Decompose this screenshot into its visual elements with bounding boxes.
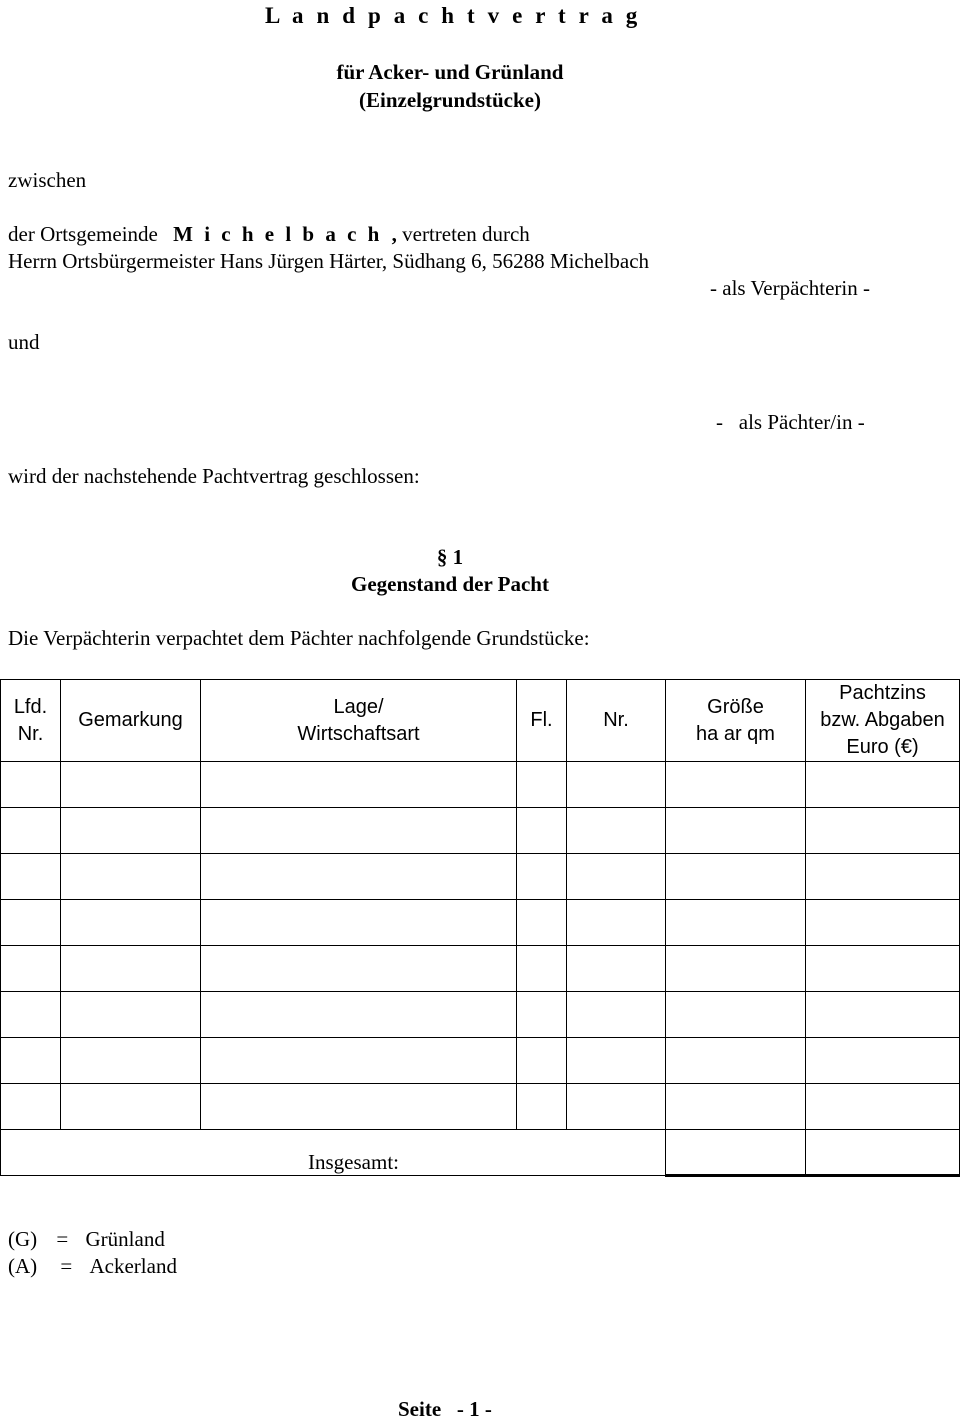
table-row bbox=[1, 808, 960, 854]
lessor-role: - als Verpächterin - bbox=[710, 276, 870, 300]
section-number: § 1 bbox=[436, 545, 464, 569]
parcel-table bbox=[0, 679, 960, 1177]
legend-g-label: Grünland bbox=[85, 1227, 165, 1251]
total-label: Insgesamt: bbox=[1, 1130, 666, 1176]
section-text: Die Verpächterin verpachtet dem Pächter nachfolgende Grundstücke: bbox=[8, 626, 590, 650]
header-flur: Fl. bbox=[517, 680, 567, 762]
table-header-row bbox=[1, 680, 960, 762]
between-label: zwischen bbox=[8, 168, 87, 192]
legend-arable bbox=[8, 1256, 177, 1277]
section-title: Gegenstand der Pacht bbox=[351, 572, 549, 596]
lessor-municipality: M i c h e l b a c h bbox=[173, 222, 383, 246]
and-label: und bbox=[8, 330, 40, 354]
header-gemarkung: Gemarkung bbox=[61, 680, 201, 762]
table-total-row bbox=[1, 1130, 960, 1176]
document-subtitle: für Acker- und Grünland bbox=[336, 60, 564, 84]
lessor-prefix: der Ortsgemeinde bbox=[8, 222, 158, 246]
lessor-line bbox=[8, 224, 530, 245]
lessor-suffix-text: vertreten durch bbox=[396, 222, 530, 246]
table-row bbox=[1, 946, 960, 992]
legend-grassland bbox=[8, 1229, 165, 1250]
header-lage: Lage/ Wirtschaftsart bbox=[201, 680, 517, 762]
table-row bbox=[1, 992, 960, 1038]
table-row bbox=[1, 1084, 960, 1130]
page-number: Seite - 1 - bbox=[398, 1397, 492, 1421]
table-row bbox=[1, 1038, 960, 1084]
document-subtitle-note: (Einzelgrundstücke) bbox=[358, 88, 541, 112]
legend-a-code: (A) bbox=[8, 1254, 38, 1278]
lessor-representative: Herrn Ortsbürgermeister Hans Jürgen Härter, Südhang 6, 56288 Michelbach bbox=[8, 249, 650, 273]
table-row bbox=[1, 900, 960, 946]
legend-g-equals: = bbox=[56, 1227, 69, 1251]
lessor-suffix-comma: , bbox=[391, 222, 397, 246]
legend-a-label: Ackerland bbox=[89, 1254, 177, 1278]
table-row bbox=[1, 854, 960, 900]
total-rent-cell bbox=[806, 1130, 960, 1176]
header-pachtzins: Pachtzins bzw. Abgaben Euro (€) bbox=[806, 680, 960, 762]
header-groesse: Größe ha ar qm bbox=[666, 680, 806, 762]
document-title: L a n d p a c h t v e r t r a g bbox=[265, 3, 641, 28]
header-flurstueck-nr: Nr. bbox=[567, 680, 666, 762]
header-lfd-nr: Lfd. Nr. bbox=[1, 680, 61, 762]
legend-a-equals: = bbox=[60, 1254, 73, 1278]
total-size-cell bbox=[666, 1130, 806, 1176]
table-row bbox=[1, 762, 960, 808]
contract-intro: wird der nachstehende Pachtvertrag geschlossen: bbox=[8, 464, 420, 488]
lessee-role: - als Pächter/in - bbox=[716, 410, 865, 434]
legend-g-code: (G) bbox=[8, 1227, 38, 1251]
